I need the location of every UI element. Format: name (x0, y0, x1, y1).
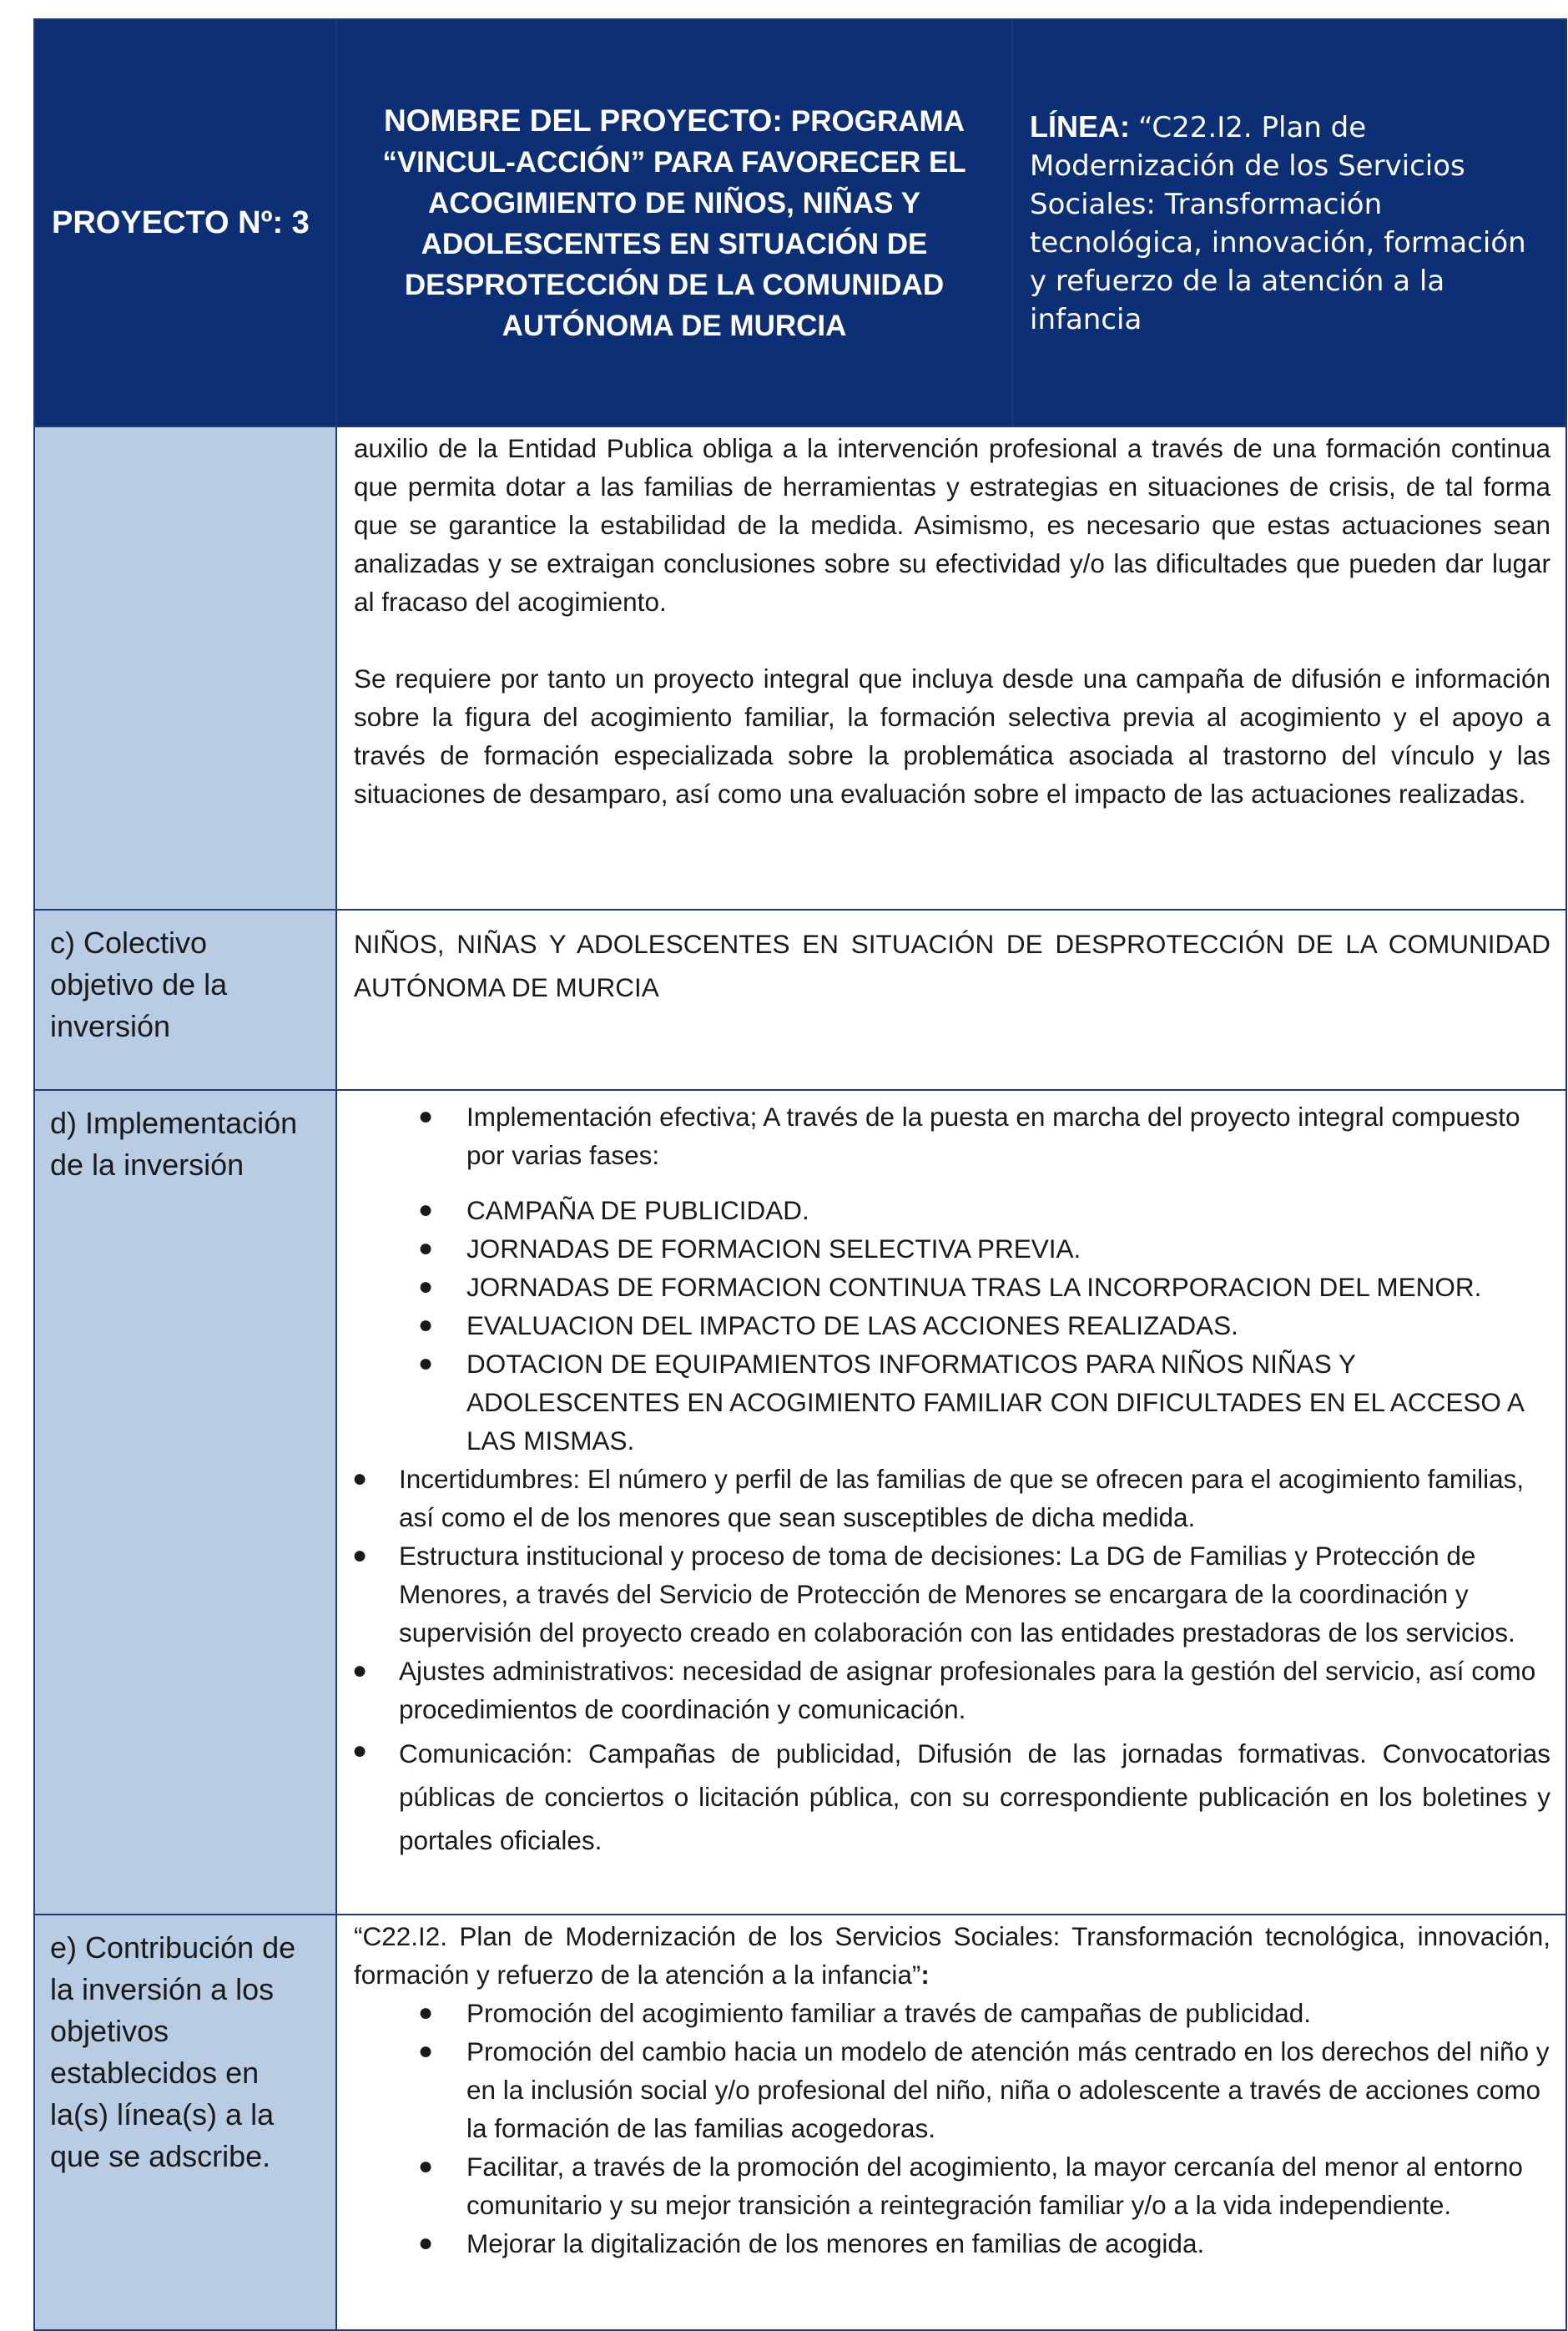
contribucion-label: e) Contribución de la inversión a los objetivos establecidos en la(s) línea(s) a la que se adscribe. (34, 1915, 336, 2330)
list-item (352, 1460, 1550, 1536)
contribucion-item: Promoción del cambio hacia un modelo de atención más centrado en los derechos del niño y en la inclusión social y/o profesional del niño, niña o adolescente a través de acciones como la formación de las familias acogedoras. (466, 2036, 1550, 2143)
implementacion-intro: Implementación efectiva; A través de la puesta en marcha del proyecto integral compuesto por varias fases: (466, 1102, 1520, 1170)
bullet-icon: ● (418, 1999, 434, 2026)
contribucion-intro-text: “C22.I2. Plan de Modernización de los Servicios Sociales: Transformación tecnológica, innovación, formación y refuerzo de la atención a la infancia” (354, 1921, 1550, 1990)
contribucion-intro (354, 1917, 1550, 1994)
header-row (34, 19, 1566, 426)
list-item (418, 2032, 1550, 2147)
list-item (418, 2147, 1550, 2224)
bullet-icon: ● (418, 1196, 434, 1224)
bullet-icon: ● (352, 1465, 368, 1492)
list-item (418, 2224, 1550, 2263)
project-line-label: LÍNEA: (1030, 108, 1138, 144)
contribucion-cell (336, 1915, 1566, 2330)
project-number: PROYECTO Nº: 3 (34, 19, 336, 426)
list-item (418, 1306, 1550, 1345)
bullet-icon: ● (418, 2152, 434, 2180)
contribucion-item: Promoción del acogimiento familiar a través de campañas de publicidad. (466, 1998, 1312, 2028)
item-text: Comunicación: Campañas de publicidad, Difusión de las jornadas formativas. Convocatorias públicas de conciertos o licitación pública, con su correspondiente publicación en los boletines y portales oficiales. (399, 1738, 1550, 1855)
project-table (33, 18, 1567, 2331)
bullet-icon: ● (352, 1541, 368, 1569)
fase-text: DOTACION DE EQUIPAMIENTOS INFORMATICOS PARA NIÑOS NIÑAS Y ADOLESCENTES EN ACOGIMIENTO FAMILIAR CON DIFICULTADES EN EL ACCESO A LAS MISMAS. (466, 1349, 1524, 1456)
item-text: Estructura institucional y proceso de toma de decisiones: La DG de Familias y Protección de Menores, a través del Servicio de Protección de Menores se encargara de la coordinación y supervisión del proyecto creado en colaboración con las entidades prestadoras de los servicios. (399, 1541, 1515, 1647)
list-item (352, 1732, 1550, 1862)
item-text: Ajustes administrativos: necesidad de asignar profesionales para la gestión del servicio, así como procedimientos de coordinación y comunicación. (399, 1656, 1536, 1724)
bullet-icon: ● (352, 1737, 368, 1764)
fases-list (354, 1191, 1550, 1460)
fase-text: CAMPAÑA DE PUBLICIDAD. (466, 1195, 809, 1225)
list-item (418, 1994, 1550, 2032)
bullet-icon: ● (418, 1102, 434, 1130)
fase-text: JORNADAS DE FORMACION SELECTIVA PREVIA. (466, 1234, 1081, 1264)
project-line-value: “C22.I2. Plan de Modernización de los Servicios Sociales: Transformación tecnológica, innovación, formación y refuerzo de la atención a la infancia (1030, 110, 1526, 336)
contribucion-item: Facilitar, a través de la promoción del acogimiento, la mayor cercanía del menor al entorno comunitario y su mejor transición a reintegración familiar y/o a la vida independiente. (466, 2152, 1523, 2220)
continuation-label-cell (34, 426, 336, 910)
list-item (418, 1345, 1550, 1460)
implementacion-row (34, 1090, 1566, 1915)
project-name-value: PROGRAMA “VINCUL-ACCIÓN” PARA FAVORECER EL ACOGIMIENTO DE NIÑOS, NIÑAS Y ADOLESCENTES EN SITUACIÓN DE DESPROTECCIÓN DE LA COMUNIDAD AUTÓNOMA DE MURCIA (382, 104, 966, 342)
contribucion-list (354, 1994, 1550, 2263)
list-item (352, 1652, 1550, 1728)
bullet-icon: ● (418, 1234, 434, 1262)
bullet-icon: ● (418, 2229, 434, 2257)
colectivo-label: c) Colectivo objetivo de la inversión (34, 910, 336, 1090)
project-line (1012, 19, 1566, 426)
continuation-paragraph-2: Se requiere por tanto un proyecto integral que incluya desde una campaña de difusión e información sobre la figura del acogimiento familiar, la formación selectiva previa al acogimiento y el apoyo a través de formación especializada sobre la problemática asociada al trastorno del vínculo y las situaciones de desamparo, así como una evaluación sobre el impacto de las actuaciones realizadas. (354, 663, 1550, 809)
implementacion-items-list (352, 1460, 1550, 1862)
continuation-row (34, 426, 1566, 910)
project-name-label: NOMBRE DEL PROYECTO: (384, 103, 791, 138)
bullet-icon: ● (418, 2037, 434, 2065)
colectivo-text: NIÑOS, NIÑAS Y ADOLESCENTES EN SITUACIÓN DE DESPROTECCIÓN DE LA COMUNIDAD AUTÓNOMA DE MURCIA (336, 910, 1566, 1090)
continuation-paragraph-1: auxilio de la Entidad Publica obliga a la intervención profesional a través de una formación continua que permita dotar a las familias de herramientas y estrategias en situaciones de crisis, de tal forma que se garantice la estabilidad de la medida. Asimismo, es necesario que estas actuaciones sean analizadas y se extraigan conclusiones sobre su efectividad y/o las dificultades que pueden dar lugar al fracaso del acogimiento. (354, 433, 1550, 617)
implementacion-intro-list (354, 1097, 1550, 1174)
fase-text: EVALUACION DEL IMPACTO DE LAS ACCIONES REALIZADAS. (466, 1310, 1238, 1340)
item-text: Incertidumbres: El número y perfil de las familias de que se ofrecen para el acogimiento familias, así como el de los menores que sean susceptibles de dicha medida. (399, 1464, 1525, 1532)
continuation-cell (336, 426, 1566, 910)
list-item (418, 1229, 1550, 1268)
list-item (418, 1191, 1550, 1229)
bullet-icon: ● (418, 1311, 434, 1339)
contribucion-row (34, 1915, 1566, 2330)
bullet-icon: ● (418, 1273, 434, 1300)
list-item (352, 1536, 1550, 1652)
implementacion-cell (336, 1090, 1566, 1915)
implementacion-label: d) Implementación de la inversión (34, 1090, 336, 1915)
project-name (336, 19, 1012, 426)
bullet-icon: ● (418, 1350, 434, 1377)
colectivo-row (34, 910, 1566, 1090)
fase-text: JORNADAS DE FORMACION CONTINUA TRAS LA INCORPORACION DEL MENOR. (466, 1272, 1482, 1302)
list-item (418, 1268, 1550, 1306)
project-sheet (33, 18, 1568, 2331)
bullet-icon: ● (352, 1657, 368, 1684)
list-item (418, 1097, 1550, 1174)
contribucion-intro-colon: : (920, 1960, 930, 1990)
contribucion-item: Mejorar la digitalización de los menores en familias de acogida. (466, 2228, 1205, 2258)
